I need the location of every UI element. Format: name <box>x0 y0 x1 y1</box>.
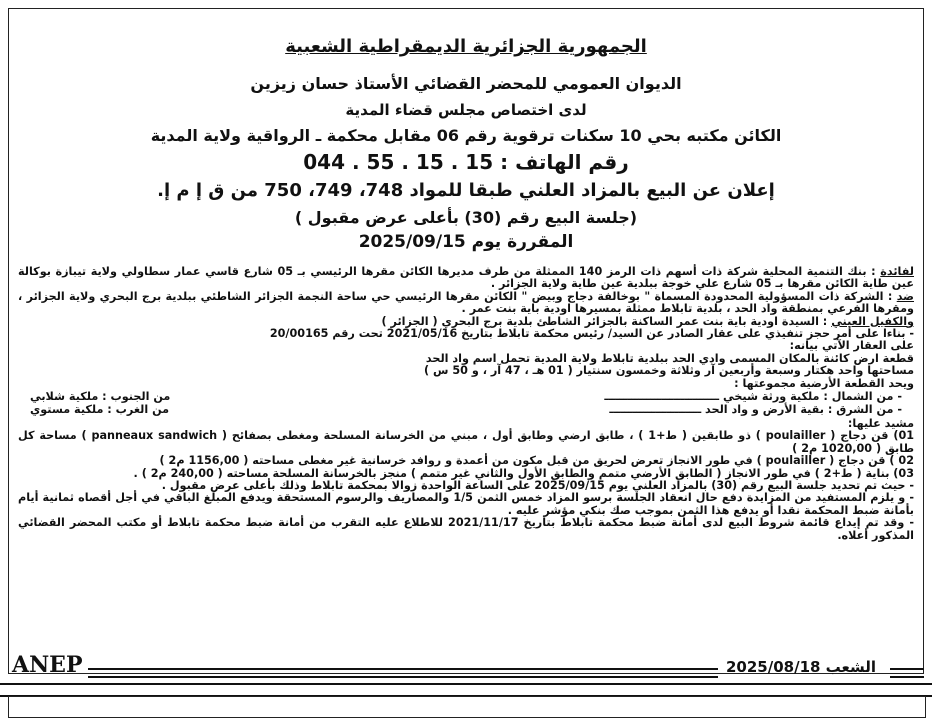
bounds-intro: ويحد القطعة الأرضية مجموعتها : <box>734 376 914 390</box>
guarantor-text: : السيدة اودية باية بنت عمر الساكنة بالجزائر الشاطئ بلدية برج البحري ( الجزائر ) <box>381 314 828 328</box>
seizure-order: - بناءا على أمر حجز تنفيذي على عقار الصادر عن السيد/ رئيس محكمة تابلاط بتاريخ 2021/05/16 تحت رقم 20/00165 <box>269 327 914 341</box>
conditions-deposit: - وقد تم إيداع قائمة شروط البيع لدى أمانة ضبط محكمة تابلاط بتاريخ 2021/11/17 للاطلاع عليه التقرب من أمانة ضبط محكمة تابلاط أو مكتب المحضر القضائي المذكور أعلاه. <box>18 516 914 542</box>
session-note: - حيث تم تحديد جلسة البيع رقم (30) بالمزاد العلني يوم 2025/09/15 على الساعة الواحدة زوالا بمحكمة تابلاط وذلك بأعلى عرض مقبول . <box>161 478 914 492</box>
office-address: الكائن مكتبه بحي 10 سكنات ترقوية رقم 06 مقابل محكمة ـ الرواقية ولاية المدية <box>150 126 782 145</box>
anep-logo: ANEP <box>12 652 83 678</box>
bounds-row-1 <box>18 391 914 403</box>
building-item-2: 02 ) قن دجاج ( poulailler ) في طور الانجاز تعرض لحريق من قبل مكون من أعمدة و روافد خرسانية غير مغطى مساحته ( 1156,00 م2 ) <box>159 454 914 468</box>
property-intro: على العقار الآتي بيانه: <box>789 339 914 353</box>
bound-north: - من الشمال : ملكية ورثة شيخي ــــــــــــــــــــــــــــــ <box>604 390 902 404</box>
bound-east: - من الشرق : بقية الأرض و واد الحد ــــــــــــــــــــــــ <box>609 403 902 417</box>
republic-heading: الجمهورية الجزائرية الديمقراطية الشعبية <box>285 36 647 57</box>
against-text: : الشركة ذات المسؤولية المحدودة المسماة " بوخالفة دجاج وبيض " الكائن مقرها الرئيسي حي ساحة النجمة الجزائر الشاطئي ببلدية برج البحري ولاية الجزائر ، ومقرها الفرعي بمنطقة واد الحد ، بلدية تابلاط ممثلة بمسيرها اودية باية بنت عمر . <box>18 289 914 316</box>
building-item-1: 01) قن دجاج ( poulailler ) ذو طابقين ( ط+1 ) ، طابق ارضي وطابق أول ، مبني من الخرسانة المسلحة ومغطى بصفائح ( panneaux sandwich ) مساحة كل طابق ( 1020,00 م2 ) <box>18 429 915 455</box>
bound-west: من الغرب : ملكية مستوي <box>30 403 170 417</box>
beneficiary-paragraph <box>18 266 914 291</box>
footer-rule-left <box>88 668 718 678</box>
beneficiary-text: : بنك التنمية المحلية شركة ذات أسهم ذات الرمز 140 الممثلة من طرف مديرها الكائن مقرها الرئيسي بـ 05 شارع قاسي عمار سطاولي ولاية تيبازة بوكالة عين طاية الكائن مقرها بـ 05 شارع علي خوجة ببلدية عين طاية ولاية الجزائر . <box>18 265 914 291</box>
beneficiary-label: لفائدة <box>880 265 914 278</box>
newspaper-date: الشعب 2025/08/18 <box>726 658 877 676</box>
against-label: ضد <box>896 289 914 303</box>
announcement-body <box>18 266 914 542</box>
sale-session: (جلسة البيع رقم (30) بأعلى عرض مقبول ) <box>294 208 638 227</box>
property-area: مساحتها واحد هكتار وسبعة وأربعين آر وثلاثة وخمسون سنتيار ( 01 هـ ، 47 آر ، و 50 س ) <box>424 364 914 378</box>
sale-date: المقررة يوم 2025/09/15 <box>358 232 574 252</box>
bounds-row-2 <box>18 404 914 416</box>
building-item-3: 03) بناية ( ط+2 ) في طور الانجاز ( الطابق الأرضي متمم والطابق الأول والثاني غير متمم ) منجز بالخرسانة المسلحة مساحته ( 240,00 م2 ) . <box>133 466 914 480</box>
sale-title: إعلان عن البيع بالمزاد العلني طبقا للمواد 748، 749، 750 من ق إ م إ. <box>157 180 775 201</box>
bailiff-office: الديوان العمومي للمحضر القضائي الأستاذ حسان زيزين <box>250 74 682 93</box>
phone-number: رقم الهاتف : 15 . 15 . 55 . 044 <box>303 150 629 174</box>
property-description: قطعة ارض كائنة بالمكان المسمى وادي الحد ببلدية تابلاط ولاية المدية تحمل اسم واد الحد <box>425 351 914 365</box>
guarantor-label: والكفيل العيني <box>831 314 914 328</box>
court-jurisdiction: لدى اختصاص مجلس قضاء المدية <box>345 101 587 119</box>
built-intro: مشيد عليها: <box>847 416 914 430</box>
bottom-separator <box>0 683 932 697</box>
payment-terms: - و يلزم المستفيد من المزايدة دفع حال انعقاد الجلسة برسو المزاد خمس الثمن 1/5 والمصاريف والرسوم المستحقة ويدفع المبلغ الباقي في أجل أقصاه ثمانية أيام بأمانة ضبط المحكمة نقدا أو يدفع هذا الثمن بموجب صك بنكي مؤشر عليه . <box>18 491 914 517</box>
next-ad-frame <box>8 696 926 718</box>
against-paragraph <box>18 291 914 316</box>
bound-south: من الجنوب : ملكية شلابي <box>30 390 171 404</box>
footer-rule-right <box>890 668 924 678</box>
